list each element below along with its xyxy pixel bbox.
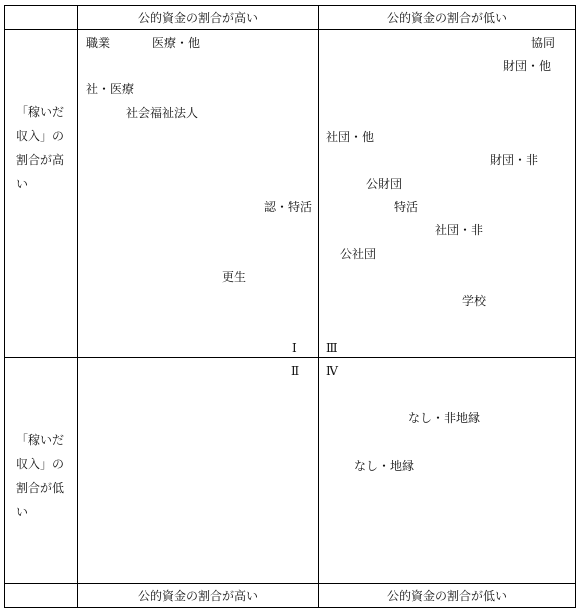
footer-high-public-funding: 公的資金の割合が高い	[137, 589, 258, 603]
item-nashi-chien: なし・地縁	[354, 459, 415, 473]
item-zaidan-hi: 財団・非	[490, 153, 539, 167]
row-label-line: 「稼いだ	[16, 433, 65, 447]
row-label-line: 割合が低	[16, 481, 65, 495]
grid-header-divider	[4, 29, 576, 30]
item-zaidan-ta: 財団・他	[503, 59, 552, 73]
row-label-line: い	[16, 177, 29, 191]
row-label-line: い	[16, 505, 29, 519]
grid-left-border	[4, 5, 5, 608]
item-kyodo: 協同	[531, 36, 556, 50]
grid-middle-divider	[4, 357, 576, 358]
row-label-line: 割合が高	[16, 153, 65, 167]
footer-low-public-funding: 公的資金の割合が低い	[386, 589, 507, 603]
item-nashi-hichien: なし・非地縁	[408, 411, 481, 425]
item-sha-iryo: 社・医療	[86, 82, 135, 96]
row-label-line: 「稼いだ	[16, 105, 65, 119]
header-low-public-funding: 公的資金の割合が低い	[386, 11, 507, 25]
item-shadan-ta: 社団・他	[326, 130, 375, 144]
row-label-line: 収入」の	[16, 129, 65, 143]
quadrant-4-label: Ⅳ	[326, 364, 338, 378]
row-label-line: 収入」の	[16, 457, 65, 471]
item-kosei: 更生	[222, 270, 247, 284]
quadrant-3-label: Ⅲ	[326, 341, 338, 355]
grid-footer-divider	[4, 583, 576, 584]
item-shokugyo: 職業	[86, 36, 111, 50]
grid-bottom-border	[4, 607, 576, 608]
row-label-high-earned-income	[16, 100, 86, 196]
row-label-low-earned-income	[16, 428, 86, 524]
item-gakko: 学校	[462, 294, 487, 308]
quadrant-2-label: Ⅱ	[291, 364, 300, 378]
header-high-public-funding: 公的資金の割合が高い	[137, 11, 258, 25]
item-shadan-hi: 社団・非	[435, 223, 484, 237]
grid-column-divider	[318, 5, 319, 608]
item-tokkatsu: 特活	[394, 200, 419, 214]
grid-right-border	[575, 5, 576, 608]
item-shakai-fukushi: 社会福祉法人	[126, 106, 199, 120]
quadrant-1-label: Ⅰ	[292, 341, 297, 355]
grid-top-border	[4, 5, 576, 6]
item-kozaidan: 公財団	[366, 177, 403, 191]
item-nin-tokkatsu: 認・特活	[264, 200, 313, 214]
item-iryo-ta: 医療・他	[152, 36, 201, 50]
item-koshadan: 公社団	[340, 247, 377, 261]
